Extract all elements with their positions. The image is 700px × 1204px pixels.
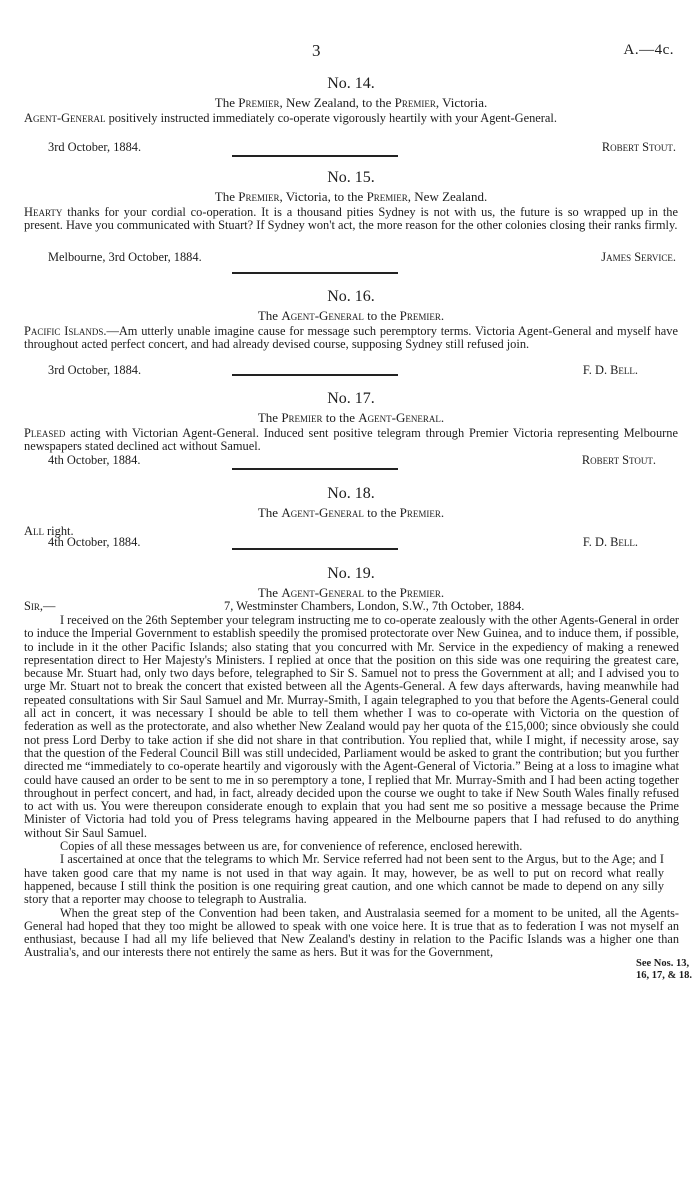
message-date: Melbourne, 3rd October, 1884.	[48, 250, 202, 264]
message-14	[24, 74, 678, 125]
message-heading: The Premier to the Agent-General.	[257, 410, 445, 425]
message-date: 4th October, 1884.	[48, 535, 141, 549]
letter-address-date: 7, Westminster Chambers, London, S.W., 7th October, 1884.	[224, 599, 525, 613]
section-rule	[232, 155, 398, 157]
message-date: 3rd October, 1884.	[48, 363, 142, 377]
section-rule	[232, 374, 398, 376]
message-signature: James Service.	[601, 250, 676, 264]
message-signature: Robert Stout.	[601, 140, 676, 154]
document-reference: A.—4c.	[623, 42, 674, 58]
letter-paragraph: I ascertained at once that the telegrams to which Mr. Service referred had not been sent to the Argus, but to the Age; and I have taken good care that my name is not used in that way again. It may, however, be as well to put on record what really happened, because I still think the position is one requiring great caution, and one which cannot be made to depend on any silly story that a reporter may choose to telegraph to Australia.	[24, 852, 664, 907]
letter-salutation-line	[24, 600, 678, 614]
message-17-signoff	[0, 454, 678, 468]
message-18	[24, 484, 678, 538]
message-heading: The Agent-General to the Premier.	[257, 585, 445, 600]
message-signature: Robert Stout.	[581, 453, 656, 467]
letter-body	[24, 614, 679, 960]
section-rule	[232, 468, 398, 470]
message-heading: The Agent-General to the Premier.	[257, 308, 445, 323]
message-heading: The Premier, New Zealand, to the Premier, Victoria.	[214, 95, 488, 110]
message-15	[24, 168, 678, 232]
message-number: No. 15.	[327, 169, 375, 186]
section-rule	[232, 272, 398, 274]
message-date: 4th October, 1884.	[48, 453, 141, 467]
message-heading: The Agent-General to the Premier.	[257, 505, 445, 520]
message-14-signoff	[0, 141, 678, 155]
message-19	[24, 564, 678, 602]
message-body: Agent-General positively instructed immediately co-operate vigorously heartily with your Agent-General.	[24, 111, 557, 125]
message-15-signoff	[0, 251, 678, 265]
margin-note: See Nos. 13, 16, 17, & 18.	[636, 958, 692, 981]
letter-paragraph: When the great step of the Convention had been taken, and Australasia seemed for a moment to be united, all the Agents-General had hoped that they too might be allowed to speak with one voice here. It is true that as to federation I was not myself an enthusiast, because I had all my life believed that New Zealand's destiny in relation to the Pacific Islands was a higher one than Australia's, and our interests there not entirely the same as hers. But it was for the Government,	[24, 905, 679, 960]
message-body: All right.	[24, 524, 74, 538]
message-17	[24, 389, 678, 453]
message-signature: F. D. Bell.	[582, 363, 638, 377]
page-number: 3	[312, 41, 321, 60]
message-body: Hearty thanks for your cordial co-operation. It is a thousand pities Sydney is not with us, the future is so wrapped up in the present. Have you communicated with Stuart? If Sydney won't act, the more reason for the other colonies closing their ranks firmly.	[24, 205, 678, 233]
message-number: No. 17.	[327, 390, 375, 407]
message-number: No. 16.	[327, 288, 375, 305]
letter-paragraph: Copies of all these messages between us are, for convenience of reference, enclosed herewith.	[60, 839, 523, 854]
message-number: No. 14.	[327, 75, 375, 92]
section-rule	[232, 548, 398, 550]
message-16	[24, 287, 678, 351]
message-signature: F. D. Bell.	[582, 535, 638, 549]
letter-paragraph: I received on the 26th September your telegram instructing me to co-operate zealously with the other Agents-General in order to induce the Imperial Government to establish speedily the promised protectorate over New Guinea, and to induce them, if possible, to include in it the other Pacific Islands; also stating that you concurred with Mr. Service in the expediency of making a renewed representation direct to Her Majesty's Ministers. I replied at once that the position on this side was one requiring the greatest care, because Mr. Stuart had, only two days before, telegraphed to Sir S. Samuel not to press the Government at all; and I advised you to urge Mr. Stuart not to break the concert that existed between all the Agents-General. A few days afterwards, having meanwhile had repeated consultations with Sir Saul Samuel and Mr. Murray-Smith, I again telegraphed to you that before the Agents-General could all act in concert, it was necessary I should be able to tell them whether I was to co-operate with Victoria on the question of federation as well as the protectorate, and also whether New Zealand would pay her quota of the £15,000; since obviously she could not press Lord Derby to take action if she did not share in that contribution. You replied that, while I might, if necessity arose, say that the question of the Federal Council Bill was still undecided, Parliament would be asked to grant the contribution; but you further directed me “immediately to co-operate heartily and vigorously with the Agent-General of Victoria.” Being at a loss to imagine what could have caused an order to be sent to me in so peremptory a tone, I replied that Mr. Murray-Smith and I had been acting together throughout in perfect concert, and had, in fact, already decided upon the course we ought to take if New South Wales finally refused to act with us. You were thereupon considerate enough to explain that you had sent me so positive a message because the Prime Minister of Victoria had told you of Press telegrams having appeared in the Melbourne papers that I had refused to do anything without Sir Saul Samuel.	[24, 613, 680, 840]
message-heading: The Premier, Victoria, to the Premier, New Zealand.	[214, 189, 488, 204]
message-date: 3rd October, 1884.	[48, 140, 142, 154]
message-body: Pacific Islands.—Am utterly unable imagine cause for message such peremptory terms. Victoria Agent-General and myself have throughout acted perfect concert, and had already devised course, supposing Sydney still refused join.	[24, 324, 678, 352]
message-number: No. 18.	[327, 485, 375, 502]
salutation: Sir,—	[24, 599, 56, 613]
message-number: No. 19.	[327, 565, 375, 582]
message-body: Pleased acting with Victorian Agent-General. Induced sent positive telegram through Premier Victoria representing Melbourne newspapers stated declined act without Samuel.	[24, 426, 678, 454]
